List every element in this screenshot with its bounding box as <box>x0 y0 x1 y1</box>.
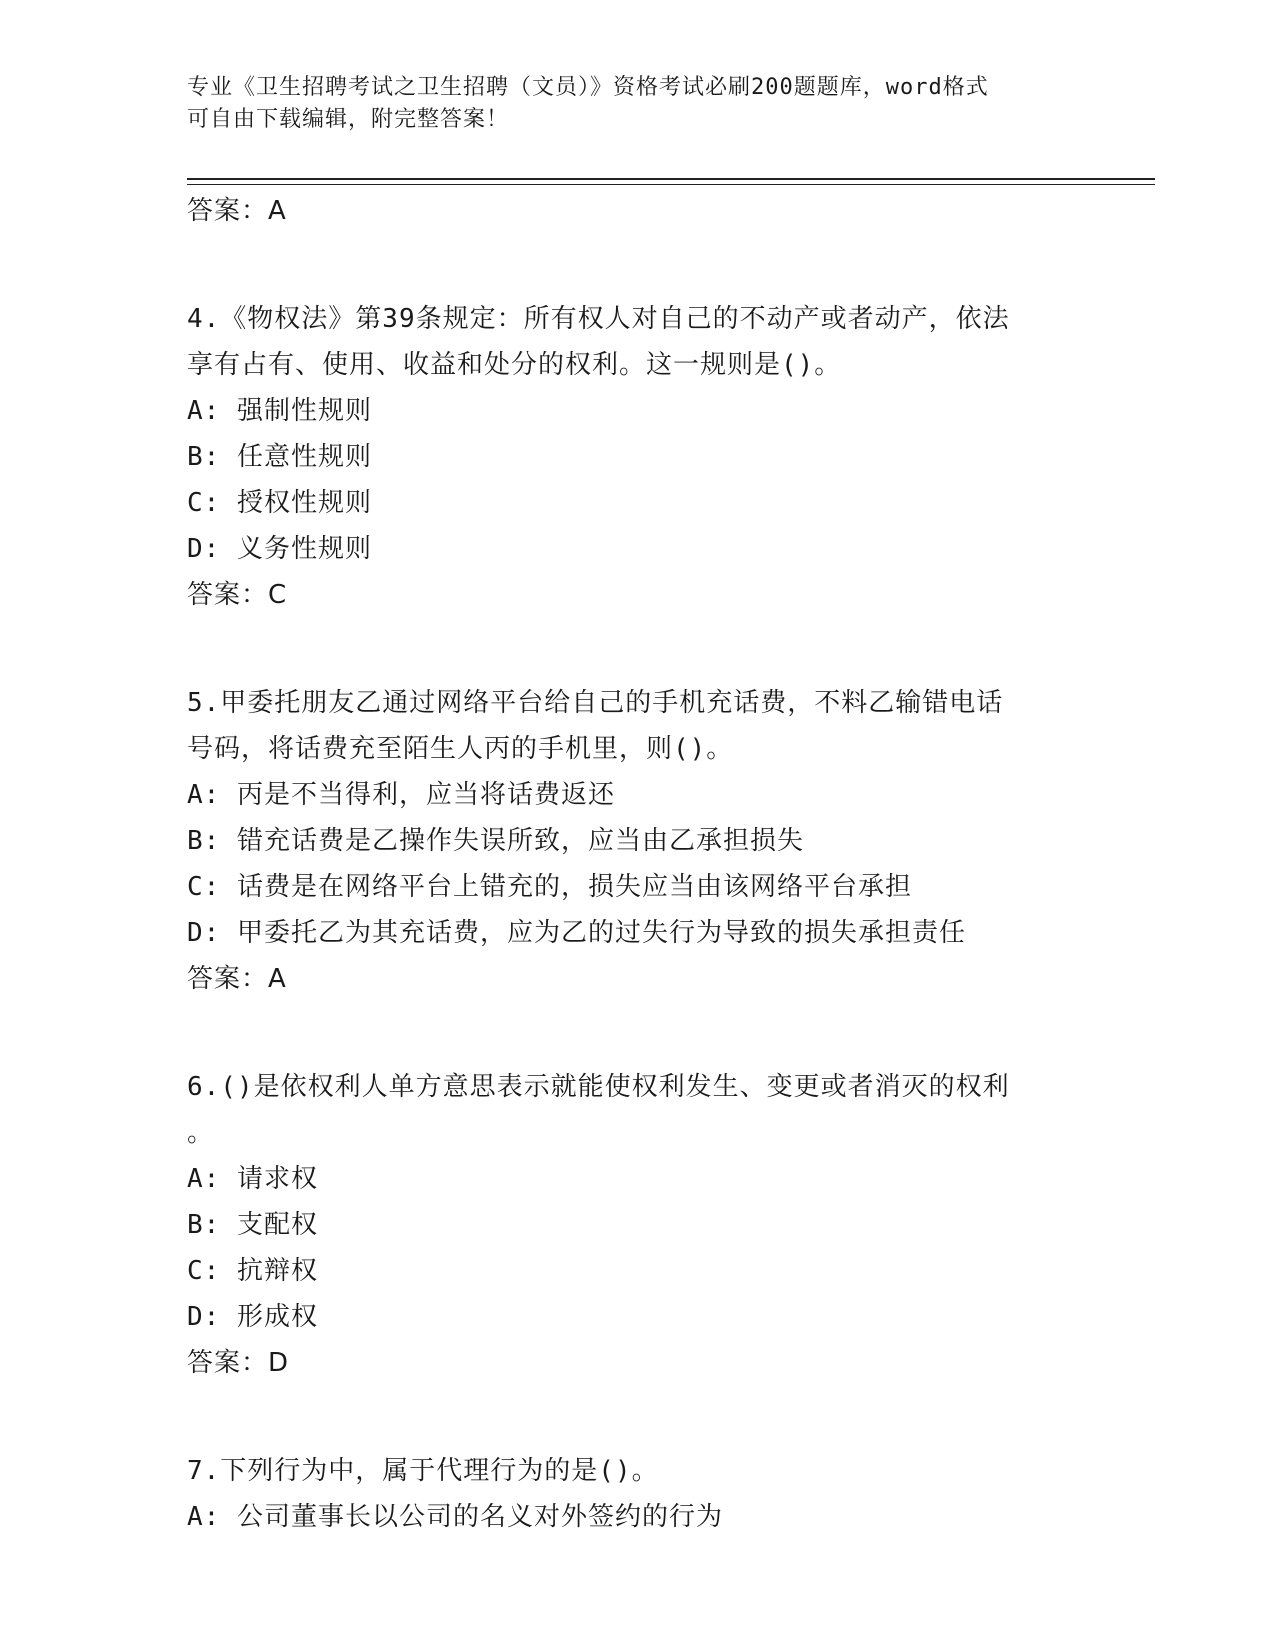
question-text: 7.下列行为中，属于代理行为的是()。 <box>187 1456 659 1486</box>
option-a: A: 请求权 <box>187 1164 318 1194</box>
question-text: 。 <box>187 1118 215 1148</box>
option-a: A: 丙是不当得利，应当将话费返还 <box>187 780 615 810</box>
option-c: C: 授权性规则 <box>187 488 372 518</box>
option-d: D: 甲委托乙为其充话费，应为乙的过失行为导致的损失承担责任 <box>187 918 966 948</box>
option-b: B: 支配权 <box>187 1210 318 1240</box>
question-4 <box>187 296 1187 618</box>
option-d: D: 形成权 <box>187 1302 318 1332</box>
option-b: B: 错充话费是乙操作失误所致，应当由乙承担损失 <box>187 826 804 856</box>
answer-line: 答案：A <box>187 964 287 994</box>
question-5 <box>187 680 1187 1002</box>
question-7 <box>187 1448 1187 1540</box>
question-text: 5.甲委托朋友乙通过网络平台给自己的手机充话费，不料乙输错电话 <box>187 688 1004 718</box>
header-line-2: 可自由下载编辑，附完整答案！ <box>187 107 510 132</box>
document-header <box>187 72 1067 136</box>
option-c: C: 话费是在网络平台上错充的，损失应当由该网络平台承担 <box>187 872 912 902</box>
answer-line: 答案：D <box>187 1348 290 1378</box>
option-b: B: 任意性规则 <box>187 442 372 472</box>
option-a: A: 公司董事长以公司的名义对外签约的行为 <box>187 1502 723 1532</box>
question-text: 6.()是依权利人单方意思表示就能使权利发生、变更或者消灭的权利 <box>187 1072 1010 1102</box>
question-6 <box>187 1064 1187 1386</box>
answer-line: 答案：A <box>187 196 287 226</box>
question-text: 4.《物权法》第39条规定：所有权人对自己的不动产或者动产，依法 <box>187 304 1010 334</box>
header-rule-top <box>187 178 1155 180</box>
option-c: C: 抗辩权 <box>187 1256 318 1286</box>
question-text: 号码，将话费充至陌生人丙的手机里，则()。 <box>187 734 734 764</box>
option-a: A: 强制性规则 <box>187 396 372 426</box>
answer-line: 答案：C <box>187 580 288 610</box>
header-rule-bottom <box>187 184 1155 185</box>
header-line-1: 专业《卫生招聘考试之卫生招聘（文员）》资格考试必刷200题题库，word格式 <box>187 75 989 100</box>
question-text: 享有占有、使用、收益和处分的权利。这一规则是()。 <box>187 350 842 380</box>
option-d: D: 义务性规则 <box>187 534 372 564</box>
document-body <box>187 188 1187 1540</box>
